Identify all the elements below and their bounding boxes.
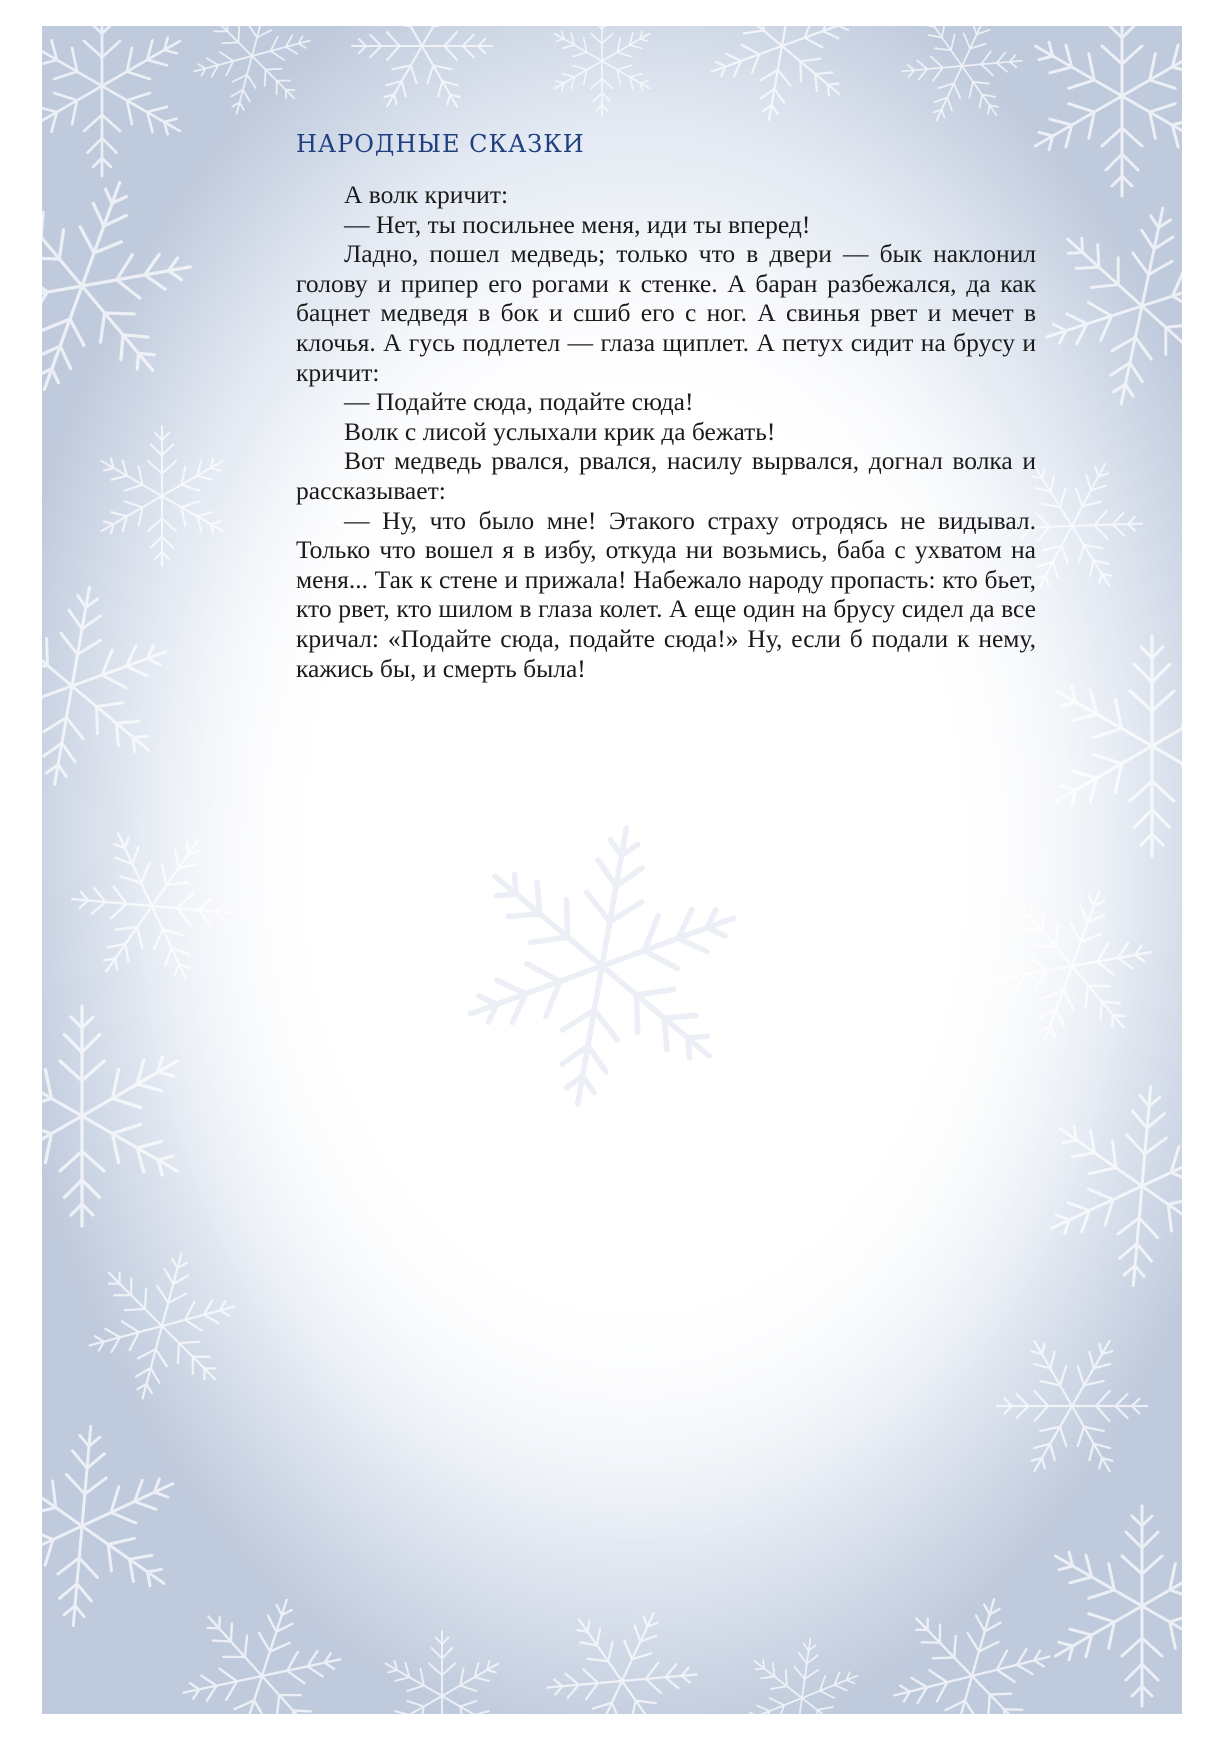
snowflake-icon [876, 1578, 1069, 1714]
snowflake-icon [884, 26, 1040, 145]
page-text [296, 130, 1036, 683]
snowflake-icon [164, 1576, 360, 1714]
snowflake-icon [73, 1235, 252, 1417]
running-title: НАРОДНЫЕ СКАЗКИ [296, 130, 585, 158]
snowflake-icon [379, 1631, 505, 1714]
paragraph: Волк с лисой услыхали крик да бежать! [344, 416, 776, 446]
snowflake-icon [525, 1582, 720, 1714]
snowflake-icon [180, 26, 323, 129]
snowflake-icon [94, 426, 229, 566]
snowflake-icon [1046, 636, 1182, 856]
paragraph: — Подайте сюда, подайте сюда! [344, 387, 694, 417]
snowflake-icon [1037, 1078, 1182, 1294]
snowflake-icon [1025, 26, 1182, 196]
snowflake-icon [698, 26, 867, 132]
paragraph: — Ну, что было мне! Этакого страху отродясь не видывал. Только что вошел я в избу, откуда ни возьмись, баба с ухватом на меня... Так к стене и прижала! Набежало народу пропасть: кто бьет, кто рвет, кто шилом в глаза колет. А еще один на брусу сидел да все кричал: «Подайте сюда, подайте сюда!» Ну, если б подали к нему, кажись бы, и смерть была! [296, 505, 1036, 683]
snowflake-icon [43, 796, 261, 1016]
paragraph: А волк кричит: [344, 180, 509, 209]
snowflake-icon [1027, 188, 1182, 424]
snowflake-icon [972, 864, 1172, 1067]
book-page [42, 26, 1182, 1714]
snowflake-icon [42, 26, 189, 176]
snowflake-icon [1045, 1506, 1182, 1706]
snowflake-icon [445, 805, 760, 1128]
snowflake-icon [972, 1305, 1172, 1507]
paragraph: Вот медведь рвался, рвался, насилу вырвался, догнал волка и рассказывает: [296, 446, 1036, 505]
snowflake-icon [328, 26, 515, 140]
paragraph: Ладно, пошел медведь; только что в двери — бык наклонил голову и припер его рогами к стенке. А баран разбежался, да как бацнет медведя в бок и сшиб его с ног. А свинья рвет и мечет в клочья. А гусь подлетел — глаза щиплет. А петух сидит на брусу и кричит: [296, 239, 1036, 387]
snowflake-icon [736, 1631, 867, 1714]
snowflake-icon [42, 1418, 187, 1634]
snowflake-icon [42, 146, 219, 425]
snowflake-icon [42, 571, 184, 802]
snowflake-icon [42, 1006, 188, 1226]
paragraph: — Нет, ты посильнее меня, иди ты вперед! [344, 209, 811, 239]
snowflake-icon [549, 26, 655, 116]
